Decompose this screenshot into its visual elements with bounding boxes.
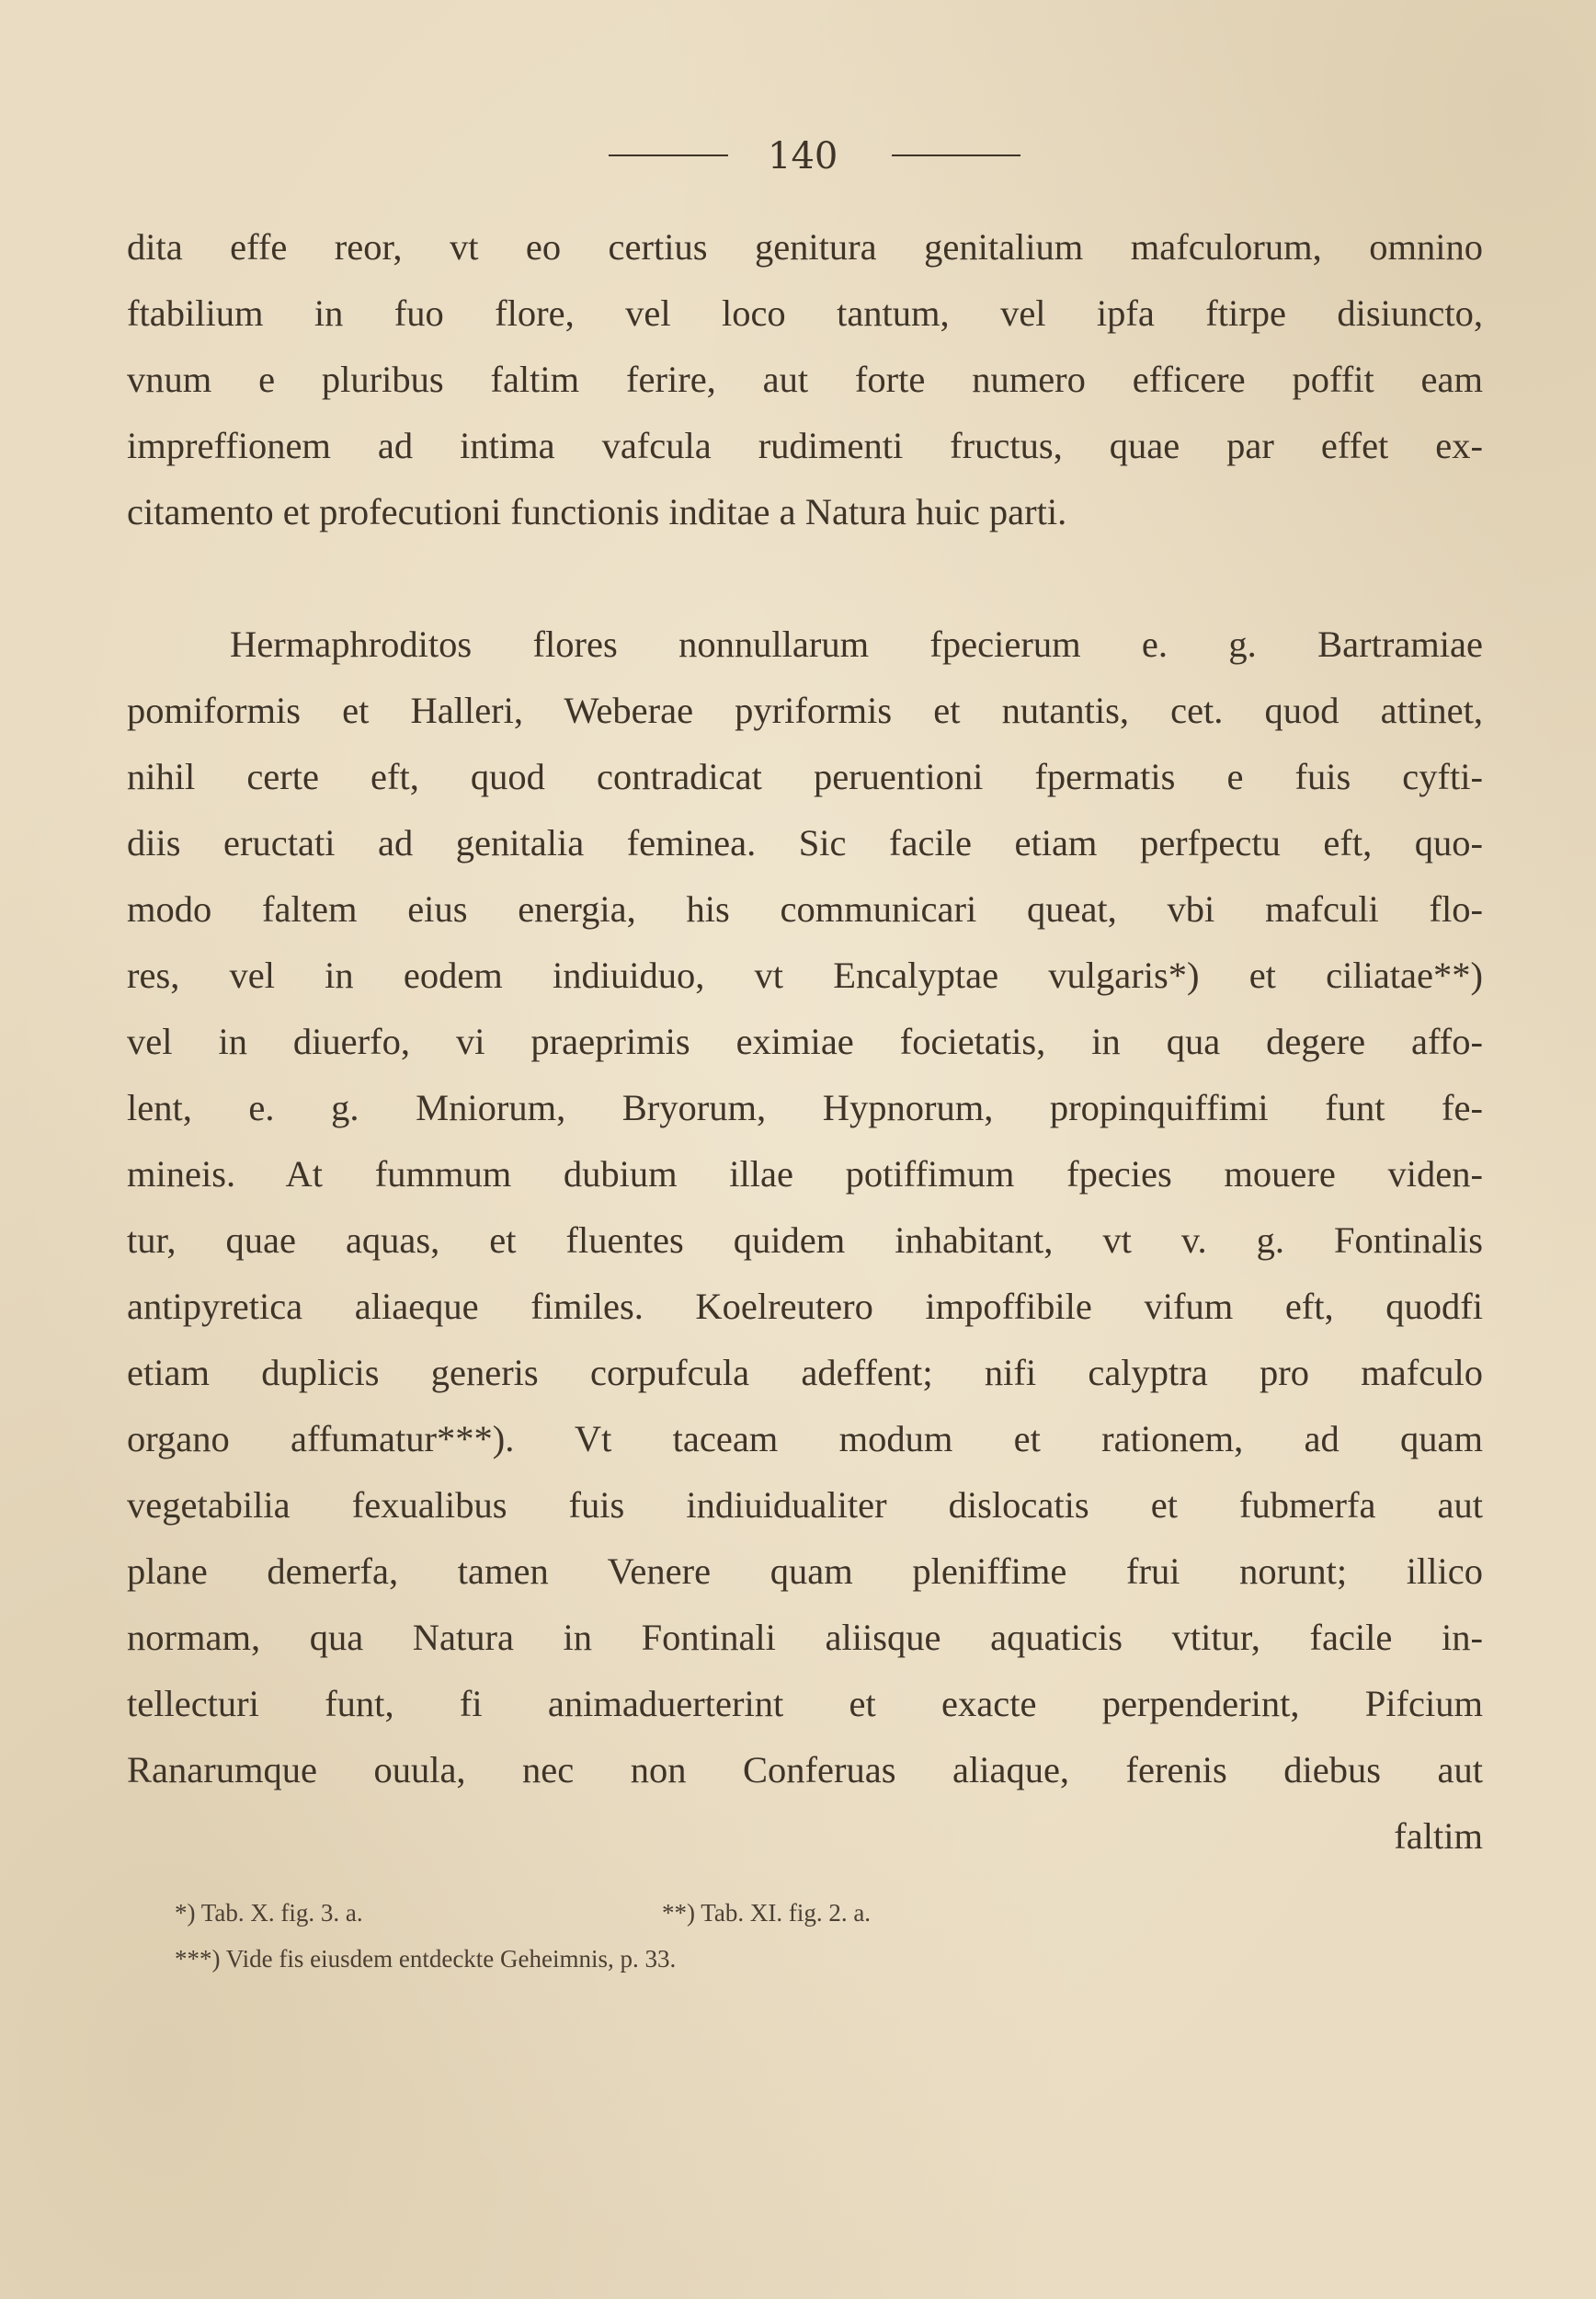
header-rule-left bbox=[609, 154, 728, 156]
text-line: organo affumatur***). Vt taceam modum et rationem, ad quam bbox=[127, 1418, 1483, 1459]
text-line: tur, quae aquas, et fluentes quidem inhabitant, vt v. g. Fontinalis bbox=[127, 1219, 1483, 1261]
text-line: etiam duplicis generis corpufcula adeffent; nifi calyptra pro mafculo bbox=[127, 1352, 1483, 1393]
page-header bbox=[0, 129, 1596, 184]
text-line: Hermaphroditos flores nonnullarum fpecierum e. g. Bartramiae bbox=[230, 623, 1483, 665]
footnotes bbox=[175, 1890, 1186, 1982]
footnote-row bbox=[175, 1890, 1186, 1936]
paragraph-2 bbox=[127, 612, 1483, 1870]
text-line: pomiformis et Halleri, Weberae pyriformis et nutantis, cet. quod attinet, bbox=[127, 690, 1483, 731]
text-line: impreffionem ad intima vafcula rudimenti fructus, quae par effet ex- bbox=[127, 425, 1483, 466]
paragraph-gap bbox=[127, 545, 1483, 612]
text-line: mineis. At fummum dubium illae potiffimum fpecies mouere viden- bbox=[127, 1153, 1483, 1195]
page-number: 140 bbox=[768, 135, 838, 177]
text-line: plane demerfa, tamen Venere quam pleniffime frui norunt; illico bbox=[127, 1550, 1483, 1592]
footnote-row bbox=[175, 1936, 1186, 1982]
footnote-2: **) Tab. XI. fig. 2. a. bbox=[662, 1899, 872, 1927]
text-line: res, vel in eodem indiuiduo, vt Encalyptae vulgaris*) et ciliatae**) bbox=[127, 955, 1483, 996]
paragraph-1 bbox=[127, 214, 1483, 545]
text-line: Ranarumque ouula, nec non Conferuas aliaque, ferenis diebus aut bbox=[127, 1749, 1483, 1790]
text-line: tellecturi funt, fi animaduerterint et exacte perpenderint, Pifcium bbox=[127, 1683, 1483, 1724]
catchword: faltim bbox=[1394, 1815, 1483, 1857]
text-line: nihil certe eft, quod contradicat peruentioni fpermatis e fuis cyfti- bbox=[127, 756, 1483, 797]
header-rule-right bbox=[892, 154, 1020, 156]
footnote-1: *) Tab. X. fig. 3. a. bbox=[175, 1899, 363, 1927]
text-line: diis eructati ad genitalia feminea. Sic facile etiam perfpectu eft, quo- bbox=[127, 822, 1483, 864]
text-line: dita effe reor, vt eo certius genitura genitalium mafculorum, omnino bbox=[127, 226, 1483, 268]
text-line: vnum e pluribus faltim ferire, aut forte numero efficere poffit eam bbox=[127, 359, 1483, 400]
text-line: modo faltem eius energia, his communicari queat, vbi mafculi flo- bbox=[127, 888, 1483, 930]
text-line: lent, e. g. Mniorum, Bryorum, Hypnorum, propinquiffimi funt fe- bbox=[127, 1087, 1483, 1128]
text-line: vegetabilia fexualibus fuis indiuidualiter dislocatis et fubmerfa aut bbox=[127, 1484, 1483, 1526]
text-line: ftabilium in fuo flore, vel loco tantum, vel ipfa ftirpe disiuncto, bbox=[127, 292, 1483, 334]
text-line: vel in diuerfo, vi praeprimis eximiae focietatis, in qua degere affo- bbox=[127, 1021, 1483, 1062]
text-line: citamento et profecutioni functionis inditae a Natura huic parti. bbox=[127, 491, 1067, 532]
main-text bbox=[127, 214, 1483, 1870]
footnote-3: ***) Vide fis eiusdem entdeckte Geheimnis, p. 33. bbox=[175, 1945, 677, 1973]
text-line: antipyretica aliaeque fimiles. Koelreutero impoffibile vifum eft, quodfi bbox=[127, 1286, 1483, 1327]
text-line: normam, qua Natura in Fontinali aliisque aquaticis vtitur, facile in- bbox=[127, 1617, 1483, 1658]
